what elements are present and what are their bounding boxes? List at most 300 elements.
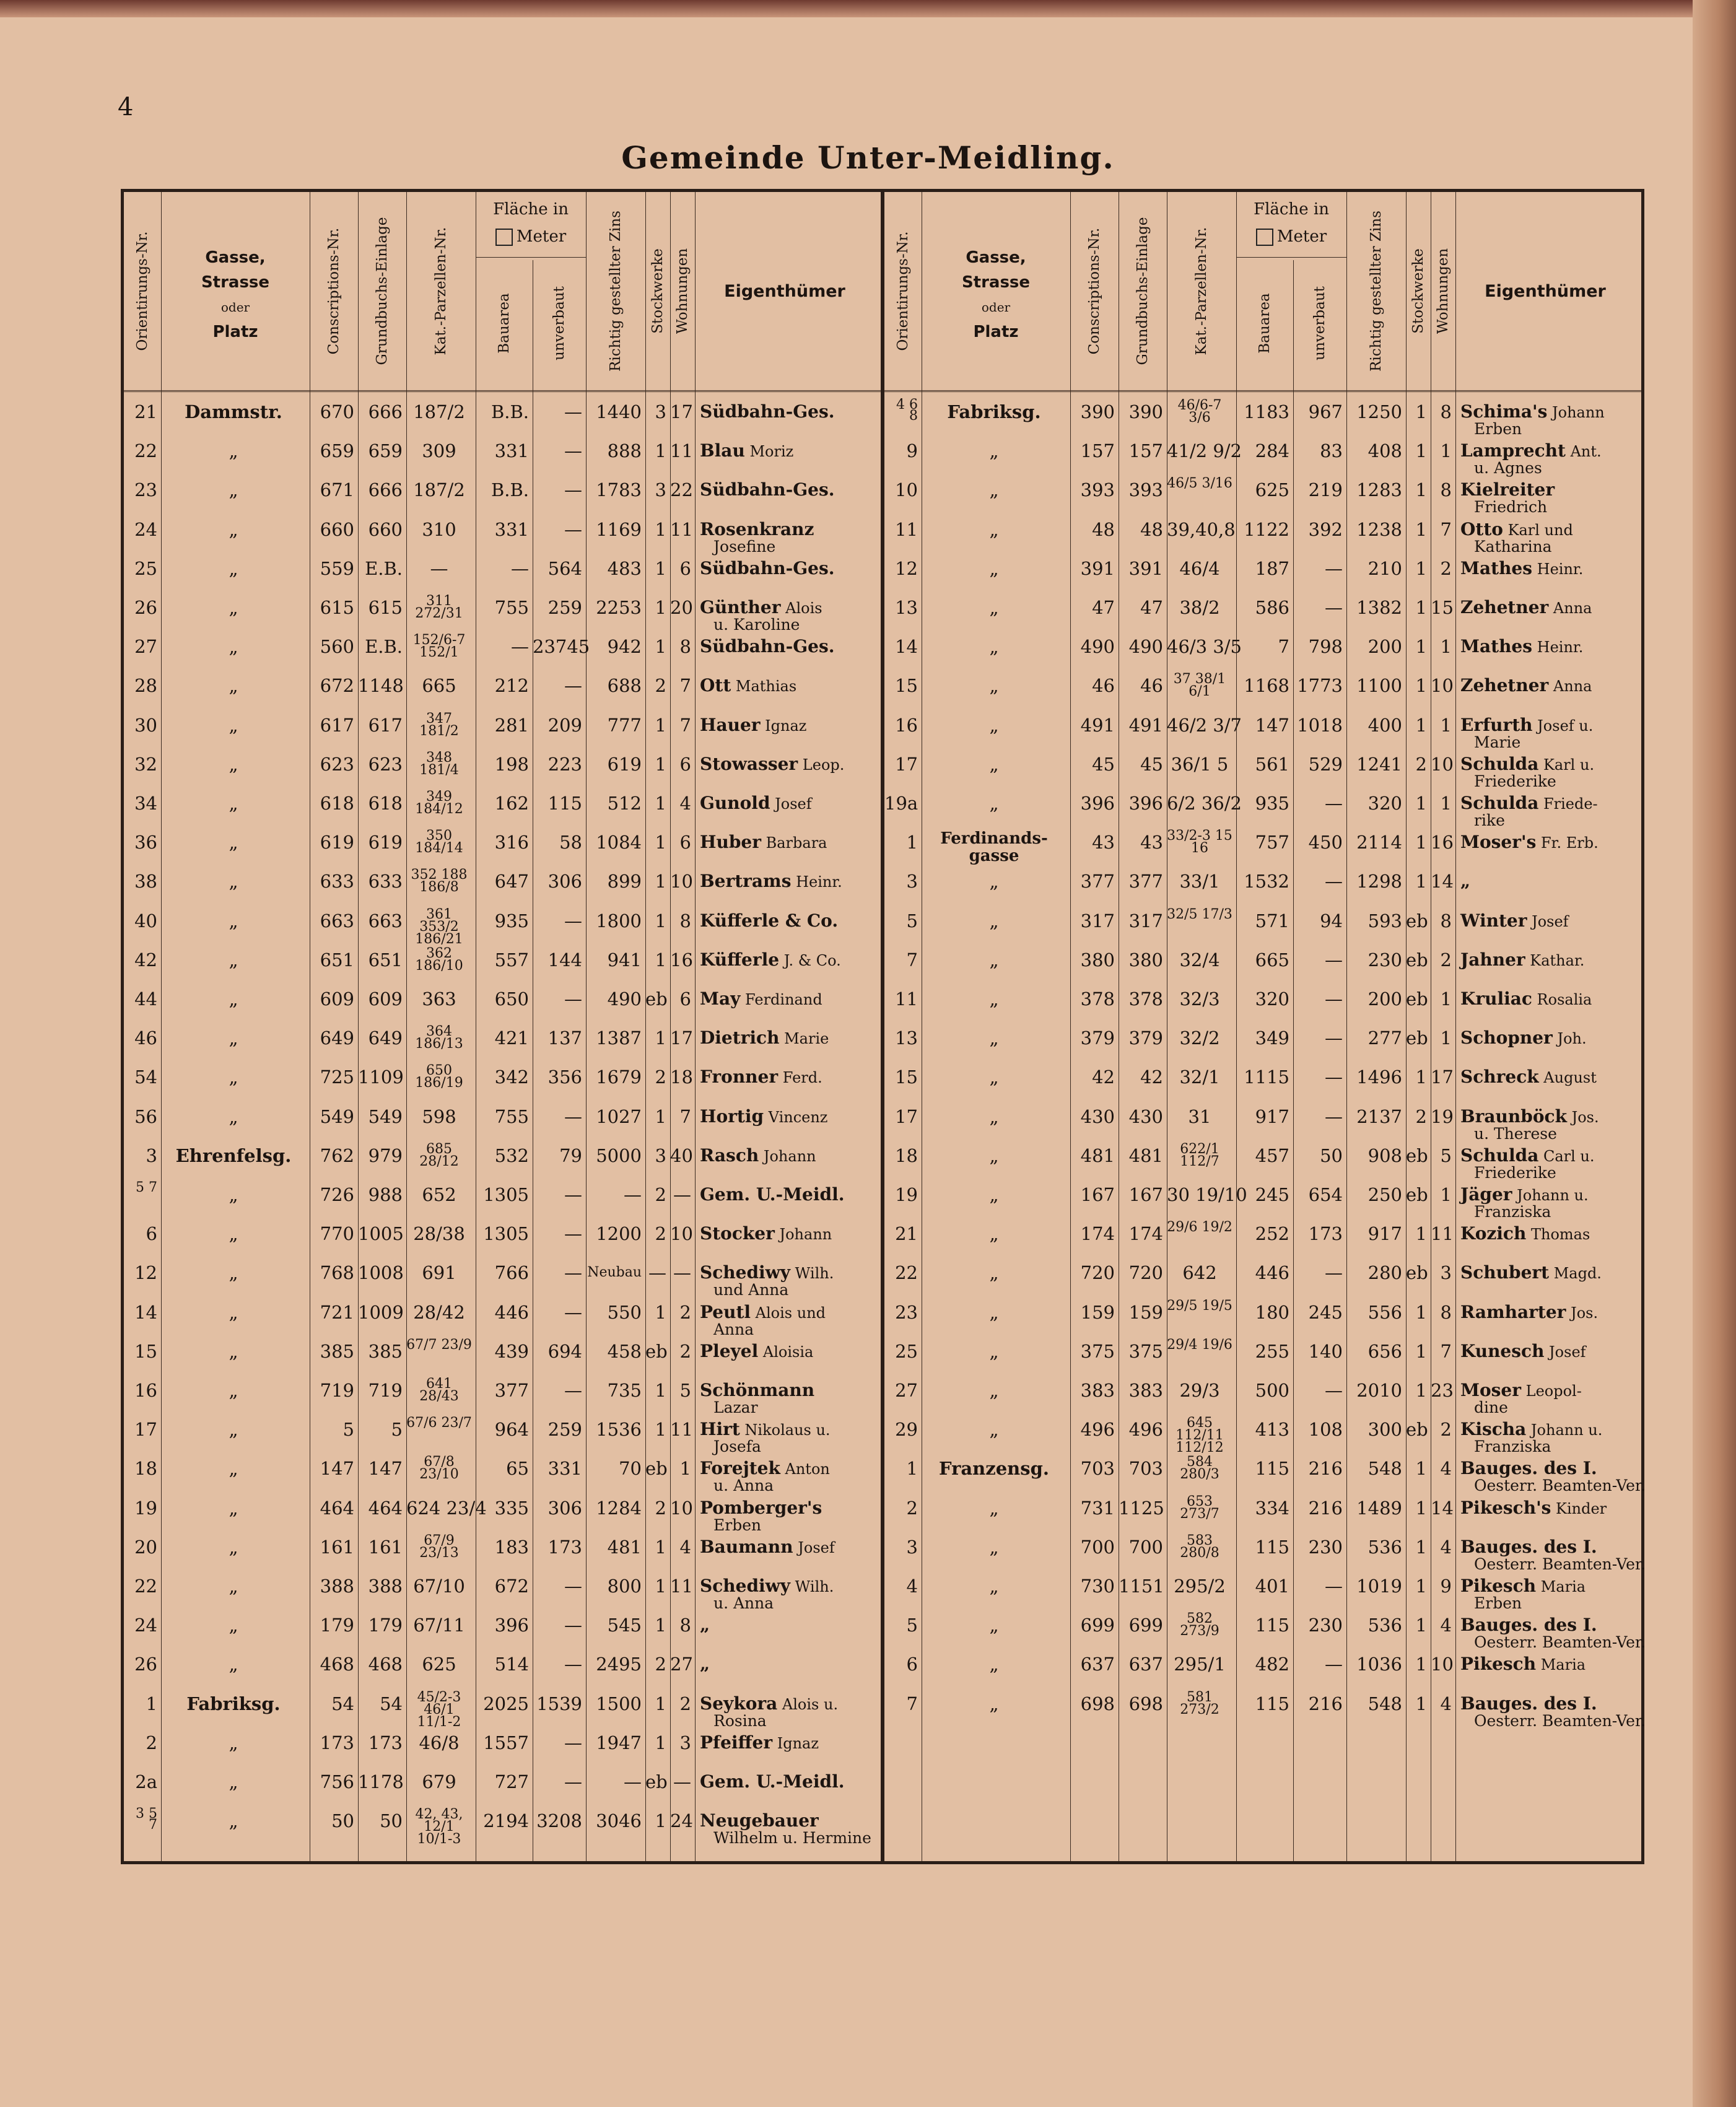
left-owner-given: Ferd. [778, 1069, 822, 1087]
left-owner-extra: u. Anna [713, 1594, 774, 1612]
left-cell-z: 735 [607, 1380, 642, 1401]
right-cell-g: „ [989, 479, 999, 501]
left-cell-o: 23 [134, 479, 157, 501]
right-cell-e: 698 [1128, 1693, 1163, 1714]
right-header-area-unit [1236, 223, 1346, 250]
left-cell-b: 331 [494, 440, 529, 462]
right-table-row [884, 1378, 1641, 1416]
left-cell-u: 259 [547, 1419, 582, 1441]
right-header-label: Orientirungs-Nr. [895, 231, 911, 351]
right-cell-o: 18 [895, 1145, 918, 1166]
left-table-row [124, 1339, 881, 1364]
right-header-u [1293, 260, 1346, 386]
right-cell-o: 14 [895, 636, 918, 658]
left-cell-b: 212 [494, 675, 529, 697]
left-cell-n [700, 673, 876, 699]
right-cell-z: 536 [1367, 1536, 1402, 1558]
left-cell-z: 1027 [596, 1106, 642, 1127]
right-header-o [884, 196, 922, 386]
left-cell-e: 549 [368, 1106, 403, 1127]
right-table-row [884, 397, 1641, 438]
right-cell-s: 1 [1415, 557, 1427, 579]
left-cell-z: 483 [607, 557, 642, 579]
right-owner-extra: Oesterr. Beamten-Ver. [1474, 1633, 1646, 1652]
right-owner-given: Jos. [1566, 1304, 1599, 1322]
left-cell-b: 1557 [483, 1732, 529, 1753]
left-table-row [124, 1769, 881, 1794]
left-owner-name: „ [700, 1654, 710, 1675]
left-cell-u: — [564, 1771, 582, 1792]
left-cell-g: „ [229, 1771, 238, 1792]
left-cell-b: 672 [494, 1576, 529, 1597]
right-cell-s: 1 [1415, 1223, 1427, 1245]
left-cell-e: 50 [380, 1810, 403, 1832]
right-cell-k: 38/2 [1179, 597, 1220, 618]
left-cell-e: 385 [368, 1340, 403, 1362]
right-cell-o: 7 [906, 1693, 918, 1714]
left-cell-e: E.B. [365, 557, 403, 579]
right-cell-z: 2114 [1356, 832, 1402, 853]
right-table-row [884, 1300, 1641, 1325]
left-header-street-line: Gasse, [205, 248, 266, 267]
left-cell-e: 5 [391, 1419, 403, 1441]
left-cell-c: 54 [331, 1693, 354, 1714]
right-owner-name: Schreck [1460, 1067, 1539, 1088]
right-cell-u: 230 [1308, 1615, 1343, 1636]
left-cell-k: 691 [422, 1262, 456, 1284]
left-cell-u: 144 [547, 949, 582, 971]
left-header-label: Wohnungen [674, 248, 691, 334]
right-cell-e: 383 [1128, 1380, 1163, 1401]
right-cell-u: 230 [1308, 1536, 1343, 1558]
right-cell-k: 645 112/11 112/12 [1176, 1415, 1224, 1456]
left-cell-k: 67/10 [413, 1576, 465, 1597]
left-cell-g: „ [229, 1576, 238, 1597]
right-cell-b: 187 [1255, 557, 1289, 579]
right-cell-e: 378 [1128, 988, 1163, 1010]
right-cell-c: 698 [1080, 1693, 1115, 1714]
left-table-row [124, 1689, 881, 1730]
left-header-meter: Meter [516, 227, 567, 246]
right-cell-g: „ [989, 675, 999, 697]
right-owner-given: Josef u. [1532, 717, 1594, 735]
right-cell-g: „ [989, 910, 999, 931]
left-table-row [124, 1532, 881, 1561]
left-cell-z: 481 [607, 1536, 642, 1558]
left-cell-s: 1 [655, 793, 666, 814]
left-cell-u: 3208 [536, 1810, 582, 1832]
left-owner-given: Josef [770, 795, 812, 813]
right-cell-w: 3 [1440, 1262, 1452, 1284]
left-header-label: Richtig gestellter Zins [608, 211, 624, 372]
right-cell-o: 27 [895, 1380, 918, 1401]
left-cell-g: „ [229, 636, 238, 658]
right-cell-u: — [1325, 1380, 1343, 1401]
right-cell-w: 15 [1431, 597, 1454, 618]
left-cell-s: eb [645, 988, 668, 1010]
left-cell-o: 54 [134, 1067, 157, 1088]
left-header-street-line: Platz [212, 323, 258, 341]
right-owner-name: Lamprecht [1460, 440, 1566, 461]
left-cell-u: — [564, 910, 582, 931]
right-header-label: Stockwerke [1410, 248, 1426, 334]
right-cell-g: „ [989, 1576, 999, 1597]
right-cell-c: 703 [1080, 1458, 1115, 1480]
left-cell-o: 5 7 [136, 1180, 157, 1195]
left-cell-e: 633 [368, 871, 403, 892]
left-owner-name: Günther [700, 597, 781, 617]
left-cell-o: 19 [134, 1497, 157, 1519]
left-cell-s: 3 [655, 479, 666, 501]
left-cell-b: 439 [494, 1340, 529, 1362]
right-header-label: Grundbuchs-Einlage [1135, 217, 1151, 365]
left-table-row [124, 1806, 881, 1847]
left-owner-given: Moriz [744, 443, 794, 461]
left-cell-n [700, 1104, 876, 1130]
right-cell-o: 17 [895, 1106, 918, 1127]
right-cell-n [1460, 673, 1636, 699]
right-cell-z: 408 [1367, 440, 1402, 462]
left-owner-given: Marie [779, 1030, 829, 1048]
left-cell-c: 468 [320, 1654, 354, 1675]
right-cell-z: 1238 [1356, 518, 1402, 540]
right-table-row [884, 595, 1641, 620]
left-cell-s: 1 [655, 1106, 666, 1127]
right-cell-e: 496 [1128, 1419, 1163, 1441]
right-cell-k: 46/4 [1179, 557, 1220, 579]
left-cell-b: — [511, 636, 529, 658]
right-cell-w: 16 [1431, 832, 1454, 853]
left-cell-c: 618 [320, 793, 354, 814]
right-cell-c: 379 [1080, 1027, 1115, 1049]
right-owner-extra: rike [1474, 811, 1505, 829]
right-cell-z: 210 [1367, 557, 1402, 579]
left-cell-o: 42 [134, 949, 157, 971]
left-cell-s: 1 [655, 1380, 666, 1401]
right-cell-e: 491 [1128, 714, 1163, 736]
right-cell-z: 1382 [1356, 597, 1402, 618]
right-cell-g: „ [989, 1262, 999, 1284]
left-owner-name: Schediwy [700, 1262, 791, 1283]
left-owner-name: Gunold [700, 793, 770, 813]
left-cell-e: 173 [368, 1732, 403, 1753]
left-cell-u: 356 [547, 1067, 582, 1088]
right-table-row [884, 1611, 1646, 1652]
left-owner-name: Seykora [700, 1693, 778, 1714]
right-cell-e: 159 [1128, 1301, 1163, 1323]
left-cell-g: „ [229, 832, 238, 853]
left-owner-name: Hirt [700, 1419, 740, 1440]
left-cell-s: 1 [655, 557, 666, 579]
right-cell-g: „ [989, 1340, 999, 1362]
right-cell-w: 8 [1440, 479, 1452, 501]
left-cell-g: Dammstr. [185, 401, 282, 422]
left-cell-n [700, 438, 876, 464]
right-cell-n [1460, 1496, 1636, 1521]
left-cell-n [700, 634, 876, 659]
right-cell-u: — [1325, 793, 1343, 814]
left-owner-given: Heinr. [791, 873, 842, 891]
left-cell-k: 311 272/31 [415, 593, 463, 621]
right-cell-s: eb [1406, 1145, 1428, 1166]
left-cell-s: 1 [655, 440, 666, 462]
right-owner-given: Jos. [1566, 1108, 1599, 1126]
left-cell-e: 979 [368, 1145, 403, 1166]
left-cell-n [700, 948, 876, 973]
right-cell-g: „ [989, 1027, 999, 1049]
right-cell-w: 11 [1431, 1223, 1454, 1245]
left-owner-extra: Lazar [713, 1398, 758, 1416]
left-cell-c: 619 [320, 832, 354, 853]
right-cell-s: eb [1406, 988, 1428, 1010]
right-cell-n [1460, 987, 1636, 1012]
left-cell-g: „ [229, 1536, 238, 1558]
left-cell-o: 3 [146, 1145, 157, 1166]
right-cell-n [1460, 1065, 1636, 1090]
left-cell-n [700, 478, 876, 502]
right-cell-w: 2 [1440, 557, 1452, 579]
left-cell-z: Neubau [587, 1265, 642, 1281]
right-cell-n [1460, 909, 1636, 934]
right-owner-name: Kozich [1460, 1223, 1527, 1244]
right-cell-k: 32/3 [1179, 988, 1220, 1010]
right-cell-w: 23 [1431, 1380, 1454, 1401]
left-header-label: Stockwerke [650, 248, 666, 334]
right-owner-given: Anna [1548, 600, 1592, 617]
right-table-row [884, 948, 1641, 972]
right-cell-s: 1 [1415, 479, 1427, 501]
right-cell-u: 94 [1320, 910, 1343, 931]
right-cell-u: — [1325, 1654, 1343, 1675]
right-cell-s: 1 [1415, 714, 1427, 736]
right-owner-extra: Friedrich [1474, 498, 1548, 517]
left-cell-g: „ [229, 1732, 238, 1753]
left-cell-o: 46 [134, 1027, 157, 1049]
right-cell-e: 43 [1140, 832, 1163, 853]
left-cell-k: 349 184/12 [415, 789, 463, 817]
left-cell-w: 11 [670, 1419, 693, 1441]
left-cell-e: 161 [368, 1536, 403, 1558]
right-owner-given: Maria [1536, 1656, 1586, 1674]
left-cell-b: 766 [494, 1262, 529, 1284]
right-cell-o: 25 [895, 1340, 918, 1362]
left-cell-b: 183 [494, 1536, 529, 1558]
right-owner-given: Fr. Erb. [1536, 834, 1599, 852]
left-cell-z: 1947 [596, 1732, 642, 1753]
left-owner-name: Baumann [700, 1536, 793, 1557]
right-cell-u: — [1325, 597, 1343, 618]
left-owner-given: Vincenz [764, 1108, 828, 1126]
left-cell-s: 1 [655, 1810, 666, 1832]
left-owner-given: Ignaz [772, 1734, 819, 1752]
left-cell-s: 2 [655, 1067, 666, 1088]
left-cell-o: 44 [134, 988, 157, 1010]
right-cell-s: 1 [1415, 1615, 1427, 1636]
right-cell-c: 157 [1080, 440, 1115, 462]
right-cell-o: 12 [895, 557, 918, 579]
right-owner-given: Johann u. [1526, 1421, 1603, 1439]
right-cell-s: 1 [1415, 1458, 1427, 1480]
right-cell-b: 935 [1255, 793, 1289, 814]
left-cell-z: 942 [607, 636, 642, 658]
left-cell-w: 6 [679, 988, 691, 1010]
right-cell-z: 536 [1367, 1615, 1402, 1636]
right-cell-o: 29 [895, 1419, 918, 1441]
right-cell-k: 46/5 3/16 [1167, 476, 1232, 492]
left-cell-b: 755 [494, 597, 529, 618]
right-cell-u: 50 [1320, 1145, 1343, 1166]
left-cell-u: — [564, 440, 582, 462]
left-table-row [124, 1104, 881, 1129]
right-cell-z: 1019 [1356, 1576, 1402, 1597]
left-cell-c: 147 [320, 1458, 354, 1480]
right-cell-g: „ [989, 1380, 999, 1401]
right-header-s [1406, 196, 1431, 386]
right-owner-name: Kischa [1460, 1419, 1527, 1440]
left-cell-z: 688 [607, 675, 642, 697]
right-cell-k: 583 280/8 [1180, 1532, 1219, 1561]
right-cell-s: 1 [1415, 793, 1427, 814]
left-cell-w: 7 [679, 675, 691, 697]
left-cell-k: 641 28/43 [419, 1376, 459, 1404]
right-cell-e: 380 [1128, 949, 1163, 971]
left-cell-o: 26 [134, 1654, 157, 1675]
right-cell-e: 703 [1128, 1458, 1163, 1480]
left-cell-c: 671 [320, 479, 354, 501]
right-cell-o: 13 [895, 597, 918, 618]
left-header-label: Bauarea [496, 293, 512, 354]
left-cell-c: 464 [320, 1497, 354, 1519]
right-cell-b: 1183 [1244, 401, 1289, 422]
left-cell-z: 1169 [596, 518, 642, 540]
left-table-row [124, 478, 881, 502]
right-cell-b: 571 [1255, 910, 1289, 931]
left-cell-e: 1008 [358, 1262, 404, 1284]
left-owner-name: Forejtek [700, 1458, 780, 1479]
right-owner-given: Johann [1547, 404, 1605, 421]
right-cell-c: 47 [1092, 597, 1115, 618]
left-table-row [124, 634, 881, 659]
right-owner-extra: Friederike [1474, 1163, 1556, 1182]
right-cell-u: 108 [1308, 1419, 1343, 1441]
left-cell-z: — [624, 1184, 642, 1205]
left-cell-z: 5000 [596, 1145, 642, 1166]
left-cell-u: 79 [559, 1145, 582, 1166]
left-cell-c: 179 [320, 1615, 354, 1636]
left-cell-k: 685 28/12 [419, 1141, 459, 1169]
right-cell-g: „ [989, 1497, 999, 1519]
left-cell-n [700, 869, 876, 894]
left-cell-b: 532 [494, 1145, 529, 1166]
left-cell-z: 1387 [596, 1027, 642, 1049]
left-cell-b: 2025 [483, 1693, 529, 1714]
left-cell-e: 623 [368, 753, 403, 775]
right-cell-k: 582 273/9 [1180, 1611, 1219, 1639]
left-table-row [124, 945, 881, 974]
left-cell-c: 161 [320, 1536, 354, 1558]
left-cell-u: — [564, 1184, 582, 1205]
left-cell-k: 46/8 [419, 1732, 460, 1753]
left-cell-g: „ [229, 1419, 238, 1441]
right-header-street-line: Gasse, [966, 248, 1026, 267]
right-owner-name: Bauges. des I. [1460, 1615, 1597, 1636]
right-cell-c: 720 [1080, 1262, 1115, 1284]
left-cell-s: 1 [655, 949, 666, 971]
right-cell-c: 377 [1080, 871, 1115, 892]
right-cell-b: 500 [1255, 1380, 1289, 1401]
right-cell-b: 245 [1255, 1184, 1289, 1205]
left-cell-g: „ [229, 793, 238, 814]
right-cell-g: „ [989, 1223, 999, 1245]
left-owner-given: Ignaz [760, 717, 807, 735]
right-cell-s: 1 [1415, 1576, 1427, 1597]
left-cell-b: 316 [494, 832, 529, 853]
left-cell-b: 964 [494, 1419, 529, 1441]
left-cell-o: 12 [134, 1262, 157, 1284]
right-cell-c: 393 [1080, 479, 1115, 501]
right-cell-w: 14 [1431, 871, 1454, 892]
right-cell-u: 140 [1308, 1340, 1343, 1362]
left-cell-w: 40 [670, 1145, 693, 1166]
right-cell-u: — [1325, 557, 1343, 579]
right-cell-b: 1532 [1244, 871, 1289, 892]
left-cell-s: 2 [655, 1223, 666, 1245]
left-cell-n [700, 1613, 876, 1638]
right-cell-c: 45 [1092, 753, 1115, 775]
right-owner-extra: Oesterr. Beamten-Ver. [1474, 1477, 1646, 1495]
left-cell-o: 14 [134, 1301, 157, 1323]
right-header-z [1346, 196, 1406, 386]
left-cell-c: 756 [320, 1771, 354, 1792]
right-cell-o: 19 [895, 1184, 918, 1205]
right-table-row [884, 869, 1641, 894]
right-cell-e: 317 [1128, 910, 1163, 931]
right-cell-g: „ [989, 1145, 999, 1166]
left-cell-n [700, 830, 876, 855]
left-cell-b: 1305 [483, 1184, 529, 1205]
left-cell-g: „ [229, 714, 238, 736]
right-table-row [884, 1182, 1641, 1221]
left-cell-e: 1148 [358, 675, 404, 697]
right-cell-s: 1 [1415, 1301, 1427, 1323]
right-header-street-line: oder [981, 300, 1011, 315]
left-owner-given: Leop. [798, 756, 845, 774]
right-owner-given: Karl u. [1538, 756, 1595, 774]
right-cell-s: eb [1406, 949, 1428, 971]
right-cell-w: 1 [1440, 1027, 1452, 1049]
left-cell-s: 1 [655, 1732, 666, 1753]
right-owner-given: Josef [1527, 912, 1569, 930]
page-number: 4 [118, 93, 134, 121]
right-cell-o: 16 [895, 714, 918, 736]
left-cell-s: 2 [655, 1184, 666, 1205]
right-header-b [1236, 260, 1293, 386]
right-cell-z: 320 [1367, 793, 1402, 814]
right-cell-s: 2 [1415, 753, 1427, 775]
left-cell-c: 768 [320, 1262, 354, 1284]
right-cell-e: 396 [1128, 793, 1163, 814]
right-table-row [884, 713, 1641, 751]
left-owner-name: Blau [700, 440, 745, 461]
left-cell-w: 16 [670, 949, 693, 971]
right-cell-c: 496 [1080, 1419, 1115, 1441]
right-cell-c: 481 [1080, 1145, 1115, 1166]
right-cell-z: 908 [1367, 1145, 1402, 1166]
left-cell-u: — [564, 401, 582, 422]
left-cell-w: 6 [679, 753, 691, 775]
left-cell-b: 342 [494, 1067, 529, 1088]
left-cell-b: B.B. [491, 479, 529, 501]
